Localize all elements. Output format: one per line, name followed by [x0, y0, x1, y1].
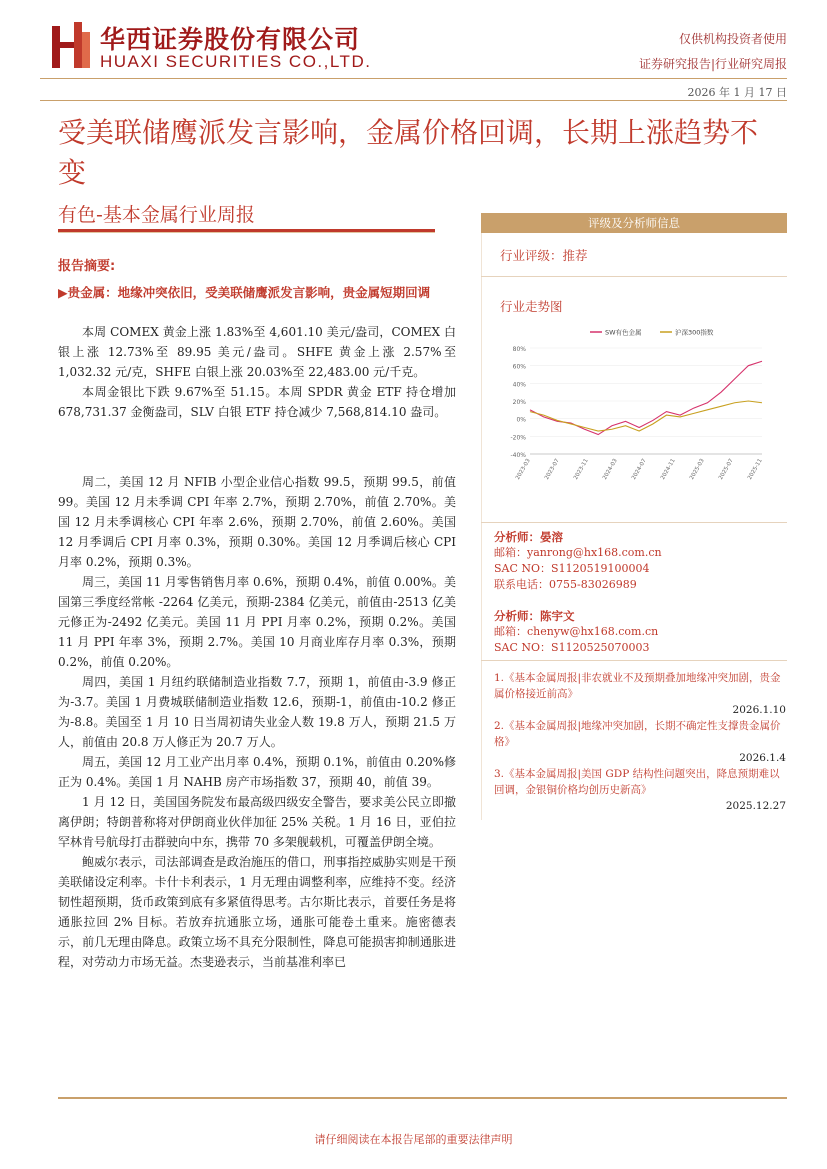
x-tick-label: 2025-07	[718, 458, 735, 481]
x-tick-label: 2025-03	[689, 458, 706, 481]
paragraph-geopolitics: 1 月 12 日，美国国务院发布最高级四级安全警告，要求美公民立即撤离伊朗；特朗普称将对伊朗商业伙伴加征 25% 关税。1 月 16 日，亚伯拉罕林肯号航母打击群驶向中东，携带 70 多架舰载机，可覆盖伊朗全境。	[58, 795, 456, 849]
x-tick-label: 2025-11	[747, 458, 764, 481]
company-name-cn: 华西证券股份有限公司	[100, 25, 361, 54]
report-title: 受美联储鹰派发言影响，金属价格回调，长期上涨趋势不变	[58, 116, 759, 189]
x-tick-label: 2024-11	[660, 458, 677, 481]
report-type-tag: 证券研究报告|行业研究周报	[638, 57, 787, 71]
analyst-2-sac: SAC NO：S1120525070003	[494, 641, 650, 654]
y-tick-label: 60%	[512, 363, 526, 371]
body-block-2	[58, 472, 456, 972]
huaxi-logo-icon	[52, 22, 92, 68]
analyst-1-contact	[494, 545, 662, 593]
related-reports	[494, 670, 786, 814]
series-line-2	[530, 401, 762, 431]
analyst-1-name: 分析师：晏溶	[494, 530, 563, 544]
company-name-en: HUAXI SECURITIES CO.,LTD.	[100, 52, 372, 71]
related-report-2[interactable]: 2.《基本金属周报|地缘冲突加剧，长期不确定性支撑贵金属价格》	[494, 720, 781, 748]
subtitle-underline-thin	[58, 232, 435, 233]
y-tick-label: 40%	[512, 381, 526, 389]
y-tick-label: -40%	[510, 452, 526, 459]
analyst-1-sac: SAC NO：S1120519100004	[494, 562, 650, 575]
paragraph-fed: 鲍威尔表示，司法部调查是政治施压的借口，刑事指控威胁实则是干预美联储设定利率。卡什卡利表示，1 月无理由调整利率，应维持不变。经济韧性超预期，货币政策到底有多紧值得思考。古尔斯比表示，首要任务是将通胀拉回 2% 目标。若放弃抗通胀立场，通胀可能卷土重来。施密德表示，前几无理由降息。政策立场不具充分限制性，降息可能损害抑制通胀进程，对劳动力市场无益。杰斐逊表示，当前基准利率已	[58, 855, 456, 969]
x-tick-label: 2023-07	[544, 458, 561, 481]
abstract-label: 报告摘要:	[58, 259, 116, 274]
analyst-1-phone: 联系电话：0755-83026989	[494, 578, 637, 591]
y-tick-label: 20%	[512, 399, 526, 406]
legend-label-1: SW有色金属	[605, 328, 642, 337]
header-divider-2	[40, 100, 787, 101]
trend-chart-label: 行业走势图	[500, 299, 563, 314]
related-report-1[interactable]: 1.《基本金属周报|非农就业不及预期叠加地缘冲突加剧，贵金属价格接近前高》	[494, 672, 781, 700]
series-line-1	[530, 361, 762, 434]
y-tick-label: 0%	[516, 416, 526, 424]
paragraph-etf: 本周金银比下跌 9.67%至 51.15。本周 SPDR 黄金 ETF 持仓增加 678,731.37 金衡盎司，SLV 白银 ETF 持仓减少 7,568,814.10 盎司。	[58, 385, 456, 419]
analyst-2-contact	[494, 624, 658, 656]
footer-divider	[58, 1097, 787, 1099]
header-divider	[40, 78, 787, 79]
related-report-2-date: 2026.1.4	[739, 752, 786, 764]
audience-tag: 仅供机构投资者使用	[678, 32, 787, 46]
report-subtitle: 有色-基本金属行业周报	[58, 204, 255, 226]
panel-divider-3	[481, 660, 787, 661]
panel-header: 评级及分析师信息	[481, 213, 787, 233]
x-tick-label: 2024-03	[602, 458, 619, 481]
panel-divider	[481, 276, 787, 277]
paragraph-thursday: 周四，美国 1 月纽约联储制造业指数 7.7，预期 1，前值由-3.9 修正为-3.7。美国 1 月费城联储制造业指数 12.6，预期-1，前值由-10.2 修正为-8.8。美国至 1 月 10 日当周初请失业金人数 19.8 万人，预期 21.5 万人，前值由 20.8 万人修正为 20.7 万人。	[58, 675, 456, 749]
y-tick-label: 80%	[512, 346, 526, 353]
body-block-1	[58, 322, 456, 422]
related-report-1-date: 2026.1.10	[732, 704, 786, 716]
panel-divider-2	[481, 522, 787, 523]
analyst-1-email[interactable]: 邮箱：yanrong@hx168.com.cn	[494, 546, 662, 559]
paragraph-wednesday: 周三，美国 11 月零售销售月率 0.6%，预期 0.4%，前值 0.00%。美国第三季度经常帐 -2264 亿美元，预期-2384 亿美元，前值由-2513 亿美元修正为-2492 亿美元。美国 11 月 PPI 月率 0.2%，预期 0.2%。美国 11 月 PPI 年率 3%，预期 2.7%。美国 10 月商业库存月率 0.3%，预期 0.2%，前值 0.20%。	[58, 575, 456, 669]
paragraph-tuesday: 周二，美国 12 月 NFIB 小型企业信心指数 99.5，预期 99.5，前值 99。美国 12 月未季调 CPI 年率 2.7%，预期 2.70%，前值 2.70%。美国 12 月未季调核心 CPI 年率 2.6%，预期 2.70%，前值 2.60%。美国 12 月季调后 CPI 月率 0.3%，预期 0.30%。美国 12 月季调后核心 CPI 月率 0.2%，预期 0.3%。	[58, 475, 456, 569]
x-tick-label: 2024-07	[631, 458, 648, 481]
y-tick-label: -20%	[510, 434, 526, 442]
analyst-2-email[interactable]: 邮箱：chenyw@hx168.com.cn	[494, 625, 659, 638]
industry-trend-chart	[500, 322, 770, 490]
paragraph-prices: 本周 COMEX 黄金上涨 1.83%至 4,601.10 美元/盎司，COMEX 白银上涨 12.73%至 89.95 美元/盎司。SHFE 黄金上涨 2.57%至 1,032.32 元/克，SHFE 白银上涨 20.03%至 22,483.00 元/千克。	[58, 325, 456, 379]
section-heading-precious-metals: ▶贵金属：地缘冲突依旧，受美联储鹰派发言影响，贵金属短期回调	[58, 285, 431, 300]
industry-rating: 行业评级：推荐	[500, 248, 588, 263]
analyst-2-name: 分析师：陈宇文	[494, 609, 575, 623]
x-tick-label: 2023-11	[573, 458, 590, 481]
related-report-3[interactable]: 3.《基本金属周报|美国 GDP 结构性问题突出，降息预期难以回调，金银铜价格均创历史新高》	[494, 768, 780, 796]
legend-label-2: 沪深300指数	[675, 328, 714, 337]
related-report-3-date: 2025.12.27	[725, 800, 786, 812]
paragraph-friday: 周五，美国 12 月工业产出月率 0.4%，预期 0.1%，前值由 0.20%修正为 0.4%。美国 1 月 NAHB 房产市场指数 37，预期 40，前值 39。	[58, 755, 456, 789]
x-tick-label: 2023-03	[515, 458, 532, 481]
legal-disclaimer-note[interactable]: 请仔细阅读在本报告尾部的重要法律声明	[314, 1133, 513, 1146]
report-date: 2026 年 1 月 17 日	[687, 86, 787, 99]
